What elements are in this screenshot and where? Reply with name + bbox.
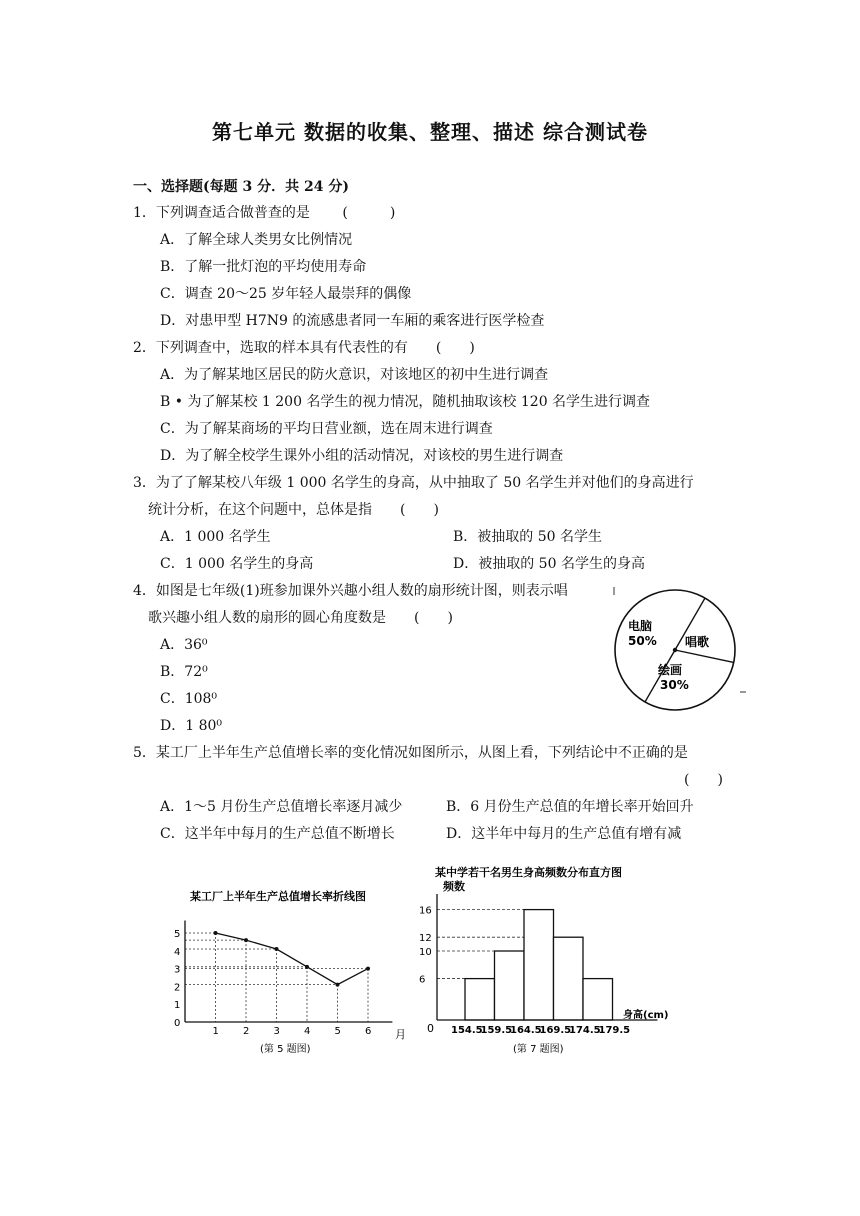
question-5-option-b: B．6 月份生产总值的年增长率开始回升: [446, 799, 694, 815]
pie-slice-boundary-绘画: [675, 650, 734, 662]
line-chart-y-tick: 3: [174, 964, 181, 976]
histogram-x-tick: 159.5: [480, 1025, 513, 1036]
line-chart-x-tick: 2: [243, 1026, 250, 1037]
line-chart-x-tick: 1: [212, 1026, 219, 1037]
histogram-x-tick: 154.5: [451, 1025, 483, 1036]
page-title: 第七单元 数据的收集、整理、描述 综合测试卷: [212, 120, 648, 144]
question-1-option-d: D．对患甲型 H7N9 的流感患者同一车厢的乘客进行医学检查: [160, 313, 545, 329]
histogram-x-tick: 174.5: [569, 1025, 601, 1036]
line-chart-point: [305, 965, 309, 969]
question-5-option-d: D．这半年中每月的生产总值有增有减: [446, 826, 682, 842]
question-1-option-c: C．调查 20～25 岁年轻人最崇拜的偶像: [160, 286, 412, 302]
question-2-option-d: D．为了解全校学生课外小组的活动情况，对该校的男生进行调查: [160, 448, 564, 464]
line-chart-point: [214, 931, 218, 935]
pie-value-drawing: 30%: [660, 678, 689, 692]
question-5-stem: 5．某工厂上半年生产总值增长率的变化情况如图所示，从图上看，下列结论中不正确的是: [133, 745, 688, 761]
pie-value-computer: 50%: [628, 634, 657, 648]
line-chart-x-tick: 6: [365, 1026, 372, 1037]
line-chart-x-tick: 5: [334, 1026, 341, 1037]
pie-label-drawing: 绘画: [658, 663, 683, 677]
line-chart-point: [244, 938, 248, 942]
question-5-option-a: A．1～5 月份生产总值增长率逐月减少: [160, 799, 403, 815]
question-4-option-b: B．72⁰: [160, 664, 208, 680]
histogram-x-tick: 169.5: [539, 1025, 572, 1036]
line-chart: [165, 880, 415, 1060]
histogram-bar: [495, 951, 525, 1020]
question-4-stem-line1: 4．如图是七年级(1)班参加课外兴趣小组人数的扇形统计图，则表示唱: [133, 583, 568, 599]
question-3-option-b: B．被抽取的 50 名学生: [453, 529, 603, 545]
line-chart-title: 某工厂上半年生产总值增长率折线图: [190, 890, 366, 903]
histogram-y-tick: 12: [419, 933, 432, 945]
histogram-y-tick: 10: [419, 947, 432, 958]
question-2-option-b: B • 为了解某校 1 200 名学生的视力情况，随机抽取该校 120 名学生进行调查: [160, 394, 651, 410]
line-chart-x-tick: 3: [273, 1026, 280, 1037]
question-2-stem: 2．下列调查中，选取的样本具有代表性的有 ( ): [133, 340, 475, 356]
pie-center: [673, 648, 677, 652]
histogram-bar: [583, 979, 613, 1020]
line-chart-point: [366, 967, 370, 971]
histogram-bar: [524, 910, 554, 1020]
question-3-option-c: C．1 000 名学生的身高: [160, 556, 314, 572]
histogram-bar: [465, 979, 495, 1020]
histogram-xlabel: 身高(cm): [623, 1010, 669, 1021]
question-3-option-a: A．1 000 名学生: [160, 529, 271, 545]
line-chart-point: [275, 947, 279, 951]
question-1-option-a: A．了解全球人类男女比例情况: [160, 232, 353, 248]
question-5-option-c: C．这半年中每月的生产总值不断增长: [160, 826, 395, 842]
histogram-bar: [554, 937, 584, 1020]
question-1-stem: 1．下列调查适合做普查的是 ( ): [133, 205, 396, 221]
question-2-option-c: C．为了解某商场的平均日营业额，选在周末进行调查: [160, 421, 493, 437]
histogram-title: 某中学若干名男生身高频数分布直方图: [435, 866, 622, 879]
question-4-option-d: D．1 80⁰: [160, 718, 223, 734]
histogram-caption: (第 7 题图): [513, 1044, 564, 1055]
question-3-option-d: D．被抽取的 50 名学生的身高: [453, 556, 645, 572]
question-2-option-a: A．为了解某地区居民的防火意识，对该地区的初中生进行调查: [160, 367, 549, 383]
line-chart-y-tick: 0: [174, 1018, 181, 1029]
histogram-ylabel: 频数: [443, 880, 465, 893]
histogram-chart: [415, 862, 675, 1060]
line-chart-point: [336, 983, 340, 987]
line-chart-y-tick: 1: [174, 1000, 181, 1012]
line-chart-y-tick: 2: [174, 982, 181, 994]
question-4-stem-line2: 歌兴趣小组人数的扇形的圆心角度数是 ( ): [148, 610, 453, 626]
histogram-y-tick: 16: [419, 905, 432, 917]
line-chart-xlabel: 月: [395, 1028, 406, 1041]
question-4-option-a: A．36⁰: [160, 637, 208, 653]
question-4-option-c: C．108⁰: [160, 691, 218, 707]
pie-label-computer: 电脑: [628, 619, 653, 633]
histogram-x-tick: 179.5: [598, 1025, 631, 1036]
section-heading: 一、选择题(每题 3 分．共 24 分): [133, 179, 349, 195]
question-1-option-b: B．了解一批灯泡的平均使用寿命: [160, 259, 367, 275]
histogram-origin: 0: [427, 1022, 434, 1035]
line-chart-x-tick: 4: [304, 1026, 311, 1037]
pie-chart: [600, 580, 750, 720]
line-chart-series: [216, 933, 369, 985]
histogram-y-tick: 6: [419, 974, 426, 986]
line-chart-caption: (第 5 题图): [260, 1044, 311, 1055]
question-3-stem-line1: 3．为了了解某校八年级 1 000 名学生的身高，从中抽取了 50 名学生并对他们的身高进行: [133, 475, 694, 491]
line-chart-y-tick: 5: [174, 929, 181, 940]
pie-label-singing: 唱歌: [685, 635, 710, 649]
histogram-x-tick: 164.5: [510, 1025, 542, 1036]
line-chart-y-tick: 4: [174, 946, 181, 958]
question-5-paren: ( ): [684, 772, 723, 788]
question-3-stem-line2: 统计分析，在这个问题中，总体是指 ( ): [148, 502, 439, 518]
